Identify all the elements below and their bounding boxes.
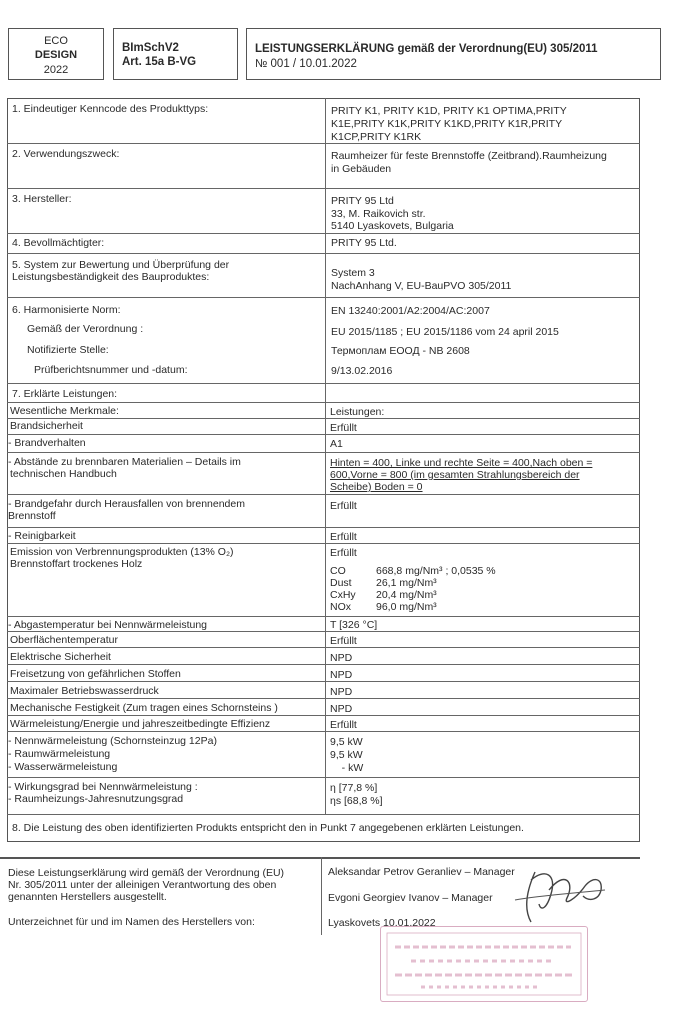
perf-wirkungsgrad-value-line: η [77,8 %] bbox=[330, 782, 378, 794]
row-5-value-line: System 3 bbox=[331, 267, 375, 279]
row-divider bbox=[7, 647, 640, 648]
perf-waermeleistung-value: Erfüllt bbox=[330, 719, 357, 731]
perf-brandsicherheit-label: Brandsicherheit bbox=[10, 420, 83, 432]
perf-elektrisch-label: Elektrische Sicherheit bbox=[10, 651, 111, 663]
row-divider bbox=[7, 715, 640, 716]
row-divider bbox=[7, 452, 640, 453]
perf-abgastemperatur-value: T [326 °C] bbox=[330, 619, 378, 631]
row-2-label: 2. Verwendungszweck: bbox=[12, 148, 120, 160]
row-6a-label: Gemäß der Verordnung : bbox=[27, 323, 144, 335]
perf-emission-label-line: Brennstoffart trockenes Holz bbox=[10, 558, 143, 570]
row-divider bbox=[7, 543, 640, 544]
row-divider bbox=[7, 777, 640, 778]
row-divider bbox=[7, 402, 640, 403]
perf-freisetzung-label: Freisetzung von gefährlichen Stoffen bbox=[10, 668, 181, 680]
emission-key: CO bbox=[330, 565, 346, 577]
declaration-number: № 001 / 10.01.2022 bbox=[255, 58, 357, 70]
row-3-value-line: 33, M. Raikovich str. bbox=[331, 208, 426, 220]
row-divider bbox=[7, 731, 640, 732]
row-divider bbox=[7, 664, 640, 665]
perf-nennwaerme-label-line: - Nennwärmeleistung (Schornsteinzug 12Pa) bbox=[8, 735, 217, 747]
perf-elektrisch-value: NPD bbox=[330, 652, 353, 664]
perf-abstaende-label-line: - Abstände zu brennbaren Materialien – Details im bbox=[8, 456, 241, 468]
row-6-value: EN 13240:2001/A2:2004/AC:2007 bbox=[331, 305, 490, 317]
page-title: LEISTUNGSERKLÄRUNG gemäß der Verordnung(EU) 305/2011 bbox=[255, 43, 598, 55]
row-5-label-line: 5. System zur Bewertung und Überprüfung der bbox=[12, 259, 230, 271]
perf-wasserdruck-value: NPD bbox=[330, 686, 353, 698]
perf-brandgefahr-value: Erfüllt bbox=[330, 500, 357, 512]
row-divider bbox=[7, 434, 640, 435]
footer-note-line: genannten Herstellers ausgestellt. bbox=[8, 891, 167, 903]
row-divider bbox=[7, 188, 640, 189]
row-divider bbox=[7, 383, 640, 384]
perf-reinigbarkeit-value: Erfüllt bbox=[330, 531, 357, 543]
row-3-value-line: 5140 Lyaskovets, Bulgaria bbox=[331, 220, 454, 232]
place-date: Lyaskovets 10.01.2022 bbox=[328, 917, 436, 929]
perf-emission-value: Erfüllt bbox=[330, 547, 357, 559]
perf-wirkungsgrad-label-line: - Wirkungsgrad bei Nennwärmeleistung : bbox=[8, 781, 198, 793]
eco-line-2: DESIGN bbox=[34, 49, 78, 61]
perf-emission-label-line: Emission von Verbrennungsprodukten (13% O₂) bbox=[10, 546, 234, 558]
perf-oberflaeche-value: Erfüllt bbox=[330, 635, 357, 647]
row-6c-label: Prüfberichtsnummer und -datum: bbox=[34, 364, 188, 376]
row-divider bbox=[7, 698, 640, 699]
footer-signed-for: Unterzeichnet für und im Namen des Herstellers von: bbox=[8, 916, 255, 928]
row-5-label-line: Leistungsbeständigkeit des Bauproduktes: bbox=[12, 271, 210, 283]
footer-note-line: Nr. 305/2011 unter der alleinigen Verantwortung des oben bbox=[8, 879, 277, 891]
perf-freisetzung-value: NPD bbox=[330, 669, 353, 681]
column-divider bbox=[325, 98, 326, 814]
perf-abgastemperatur-label: - Abgastemperatur bei Nennwärmeleistung bbox=[8, 619, 208, 631]
eco-line-3: 2022 bbox=[43, 64, 69, 76]
perf-brandverhalten-label: - Brandverhalten bbox=[8, 437, 86, 449]
row-5-value-line: NachAnhang V, EU-BauPVO 305/2011 bbox=[331, 280, 512, 292]
stamp-graphic bbox=[381, 927, 587, 1001]
perf-brandgefahr-label-line: Brennstoff bbox=[8, 510, 56, 522]
perf-nennwaerme-value-line: 9,5 kW bbox=[330, 749, 363, 761]
blmschv-line-2: Art. 15a B-VG bbox=[122, 56, 197, 68]
perf-festigkeit-label: Mechanische Festigkeit (Zum tragen eines Schornsteins ) bbox=[10, 702, 278, 714]
perf-head-right: Leistungen: bbox=[330, 406, 385, 418]
perf-brandsicherheit-value: Erfüllt bbox=[330, 422, 357, 434]
perf-abstaende-label-line: technischen Handbuch bbox=[10, 468, 117, 480]
emission-value: 20,4 mg/Nm³ bbox=[376, 589, 437, 601]
emission-value: 26,1 mg/Nm³ bbox=[376, 577, 437, 589]
emission-value: 96,0 mg/Nm³ bbox=[376, 601, 437, 613]
perf-oberflaeche-label: Oberflächentemperatur bbox=[10, 634, 118, 646]
perf-wirkungsgrad-value-line: ηs [68,8 %] bbox=[330, 795, 383, 807]
row-divider bbox=[7, 494, 640, 495]
footer-divider bbox=[0, 857, 640, 859]
row-divider bbox=[7, 143, 640, 144]
row-divider bbox=[7, 681, 640, 682]
perf-nennwaerme-value-line: - kW bbox=[330, 762, 364, 774]
blmschv-line-1: BImSchV2 bbox=[122, 42, 179, 54]
perf-brandverhalten-value: A1 bbox=[330, 438, 343, 450]
footer-column-divider bbox=[321, 857, 322, 935]
perf-reinigbarkeit-label: - Reinigbarkeit bbox=[8, 530, 76, 542]
perf-nennwaerme-label-line: - Raumwärmeleistung bbox=[8, 748, 111, 760]
perf-abstaende-value-line: Hinten = 400, Linke und rechte Seite = 400,Nach oben = bbox=[330, 457, 593, 469]
row-1-value-line: K1CP,PRITY K1RK bbox=[331, 131, 422, 143]
row-1-value-line: K1E,PRITY K1K,PRITY K1KD,PRITY K1R,PRITY bbox=[331, 118, 563, 130]
row-6b-label: Notifizierte Stelle: bbox=[27, 344, 109, 356]
row-3-label: 3. Hersteller: bbox=[12, 193, 72, 205]
perf-abstaende-value-line: Scheibe) Boden = 0 bbox=[330, 481, 423, 493]
row-divider bbox=[7, 616, 640, 617]
row-2-value-line: in Gebäuden bbox=[331, 163, 392, 175]
row-7-label: 7. Erklärte Leistungen: bbox=[12, 388, 118, 400]
row-1-label: 1. Eindeutiger Kenncode des Produkttyps: bbox=[12, 103, 209, 115]
perf-head-left: Wesentliche Merkmale: bbox=[10, 405, 119, 417]
row-8-statement: 8. Die Leistung des oben identifizierten Produkts entspricht den in Punkt 7 angegebenen erklärten Leistungen. bbox=[12, 822, 524, 834]
handwritten-signature bbox=[505, 860, 615, 930]
signatory-2: Evgoni Georgiev Ivanov – Manager bbox=[328, 892, 493, 904]
perf-wirkungsgrad-label-line: - Raumheizungs-Jahresnutzungsgrad bbox=[8, 793, 184, 805]
emission-value: 668,8 mg/Nm³ ; 0,0535 % bbox=[376, 565, 496, 577]
perf-nennwaerme-label-line: - Wasserwärmeleistung bbox=[8, 761, 118, 773]
row-4-label: 4. Bevollmächtigter: bbox=[12, 237, 105, 249]
row-1-value-line: PRITY K1, PRITY K1D, PRITY K1 OPTIMA,PRITY bbox=[331, 105, 567, 117]
row-6a-value: EU 2015/1185 ; EU 2015/1186 vom 24 april 2015 bbox=[331, 326, 559, 338]
perf-abstaende-value-line: 600,Vorne = 800 (im gesamten Strahlungsbereich der bbox=[330, 469, 580, 481]
perf-wasserdruck-label: Maximaler Betriebswasserdruck bbox=[10, 685, 159, 697]
emission-key: CxHy bbox=[330, 589, 356, 601]
row-divider bbox=[7, 253, 640, 254]
row-divider bbox=[7, 297, 640, 298]
row-divider bbox=[7, 631, 640, 632]
row-3-value-line: PRITY 95 Ltd bbox=[331, 195, 394, 207]
emission-key: NOx bbox=[330, 601, 351, 613]
emission-key: Dust bbox=[330, 577, 352, 589]
row-6-label: 6. Harmonisierte Norm: bbox=[12, 304, 121, 316]
row-divider bbox=[7, 418, 640, 419]
row-divider bbox=[7, 527, 640, 528]
blmschv-box bbox=[113, 28, 238, 80]
row-divider bbox=[7, 233, 640, 234]
footer-note-line: Diese Leistungserklärung wird gemäß der Verordnung (EU) bbox=[8, 867, 285, 879]
perf-brandgefahr-label-line: - Brandgefahr durch Herausfallen von brennendem bbox=[8, 498, 245, 510]
row-6c-value: 9/13.02.2016 bbox=[331, 365, 393, 377]
perf-waermeleistung-label: Wärmeleistung/Energie und jahreszeitbedingte Effizienz bbox=[10, 718, 271, 730]
perf-festigkeit-value: NPD bbox=[330, 703, 353, 715]
row-2-value-line: Raumheizer für feste Brennstoffe (Zeitbrand).Raumheizung bbox=[331, 150, 607, 162]
perf-nennwaerme-value-line: 9,5 kW bbox=[330, 736, 363, 748]
row-divider bbox=[7, 814, 640, 815]
signatory-1: Aleksandar Petrov Geranliev – Manager bbox=[328, 866, 515, 878]
company-stamp bbox=[380, 926, 588, 1002]
row-4-value: PRITY 95 Ltd. bbox=[331, 237, 397, 249]
row-6b-value: Термоплам ЕООД - NB 2608 bbox=[331, 345, 470, 357]
eco-line-1: ECO bbox=[44, 35, 68, 47]
